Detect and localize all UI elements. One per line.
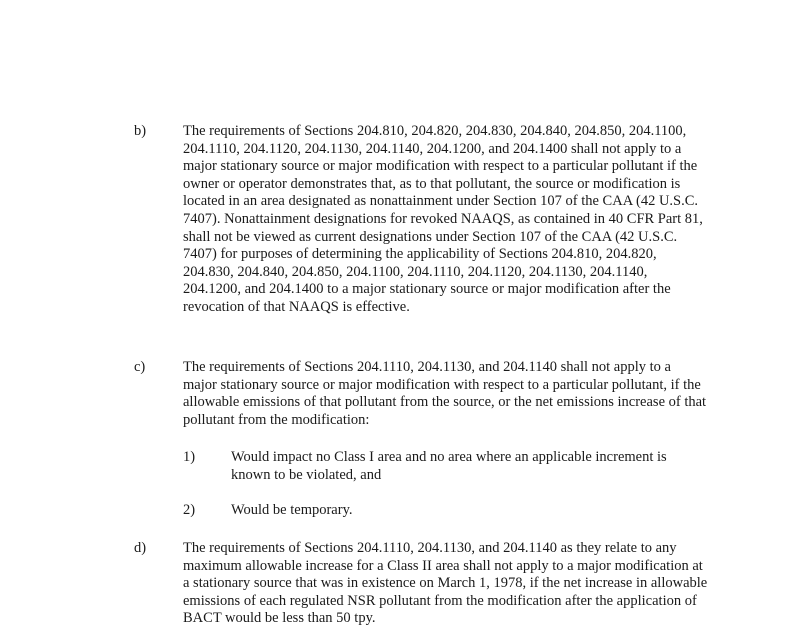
paragraph-marker: c) bbox=[134, 359, 146, 375]
subitem-text: Would be temporary. bbox=[231, 502, 353, 518]
paragraph-text: The requirements of Sections 204.1110, 204.1130, and 204.1140 as they relate to any maximum allowable increase for a Class II area shall not apply to a major modification at a stationary source that was in existence on March 1, 1978, if the net increase in allowable emissions of each regulated NSR pollutant from the modification after the application of BACT would be less than 50 tpy. bbox=[183, 540, 708, 627]
paragraph-text: The requirements of Sections 204.1110, 204.1130, and 204.1140 shall not apply to a major stationary source or major modification with respect to a particular pollutant, if the allowable emissions of that pollutant from the source, or the net emissions increase of that pollutant from the modification: bbox=[183, 359, 707, 428]
subitem-marker: 2) bbox=[183, 502, 196, 518]
paragraph-text: The requirements of Sections 204.810, 204.820, 204.830, 204.840, 204.850, 204.1100, 204.1110, 204.1120, 204.1130, 204.1140, 204.1200, and 204.1400 shall not apply to a major stationary source or major modification with respect to a particular pollutant if the owner or operator demonstrates that, as to that pollutant, the source or modification is located in an area designated as nonattainment under Section 107 of the CAA (42 U.S.C. 7407). Nonattainment designations for revoked NAAQS, as contained in 40 CFR Part 81, shall not be viewed as current designations under Section 107 of the CAA (42 U.S.C. 7407) for purposes of determining the applicability of Sections 204.810, 204.820, 204.830, 204.840, 204.850, 204.1100, 204.1110, 204.1120, 204.1130, 204.1140, 204.1200, and 204.1400 to a major stationary source or major modification after the revocation of that NAAQS is effective. bbox=[183, 123, 703, 315]
subitem-marker: 1) bbox=[183, 449, 196, 465]
paragraph-marker: d) bbox=[134, 540, 147, 556]
paragraph-marker: b) bbox=[134, 123, 147, 139]
subitem-text: Would impact no Class I area and no area where an applicable increment is known to be violated, and bbox=[231, 449, 667, 483]
